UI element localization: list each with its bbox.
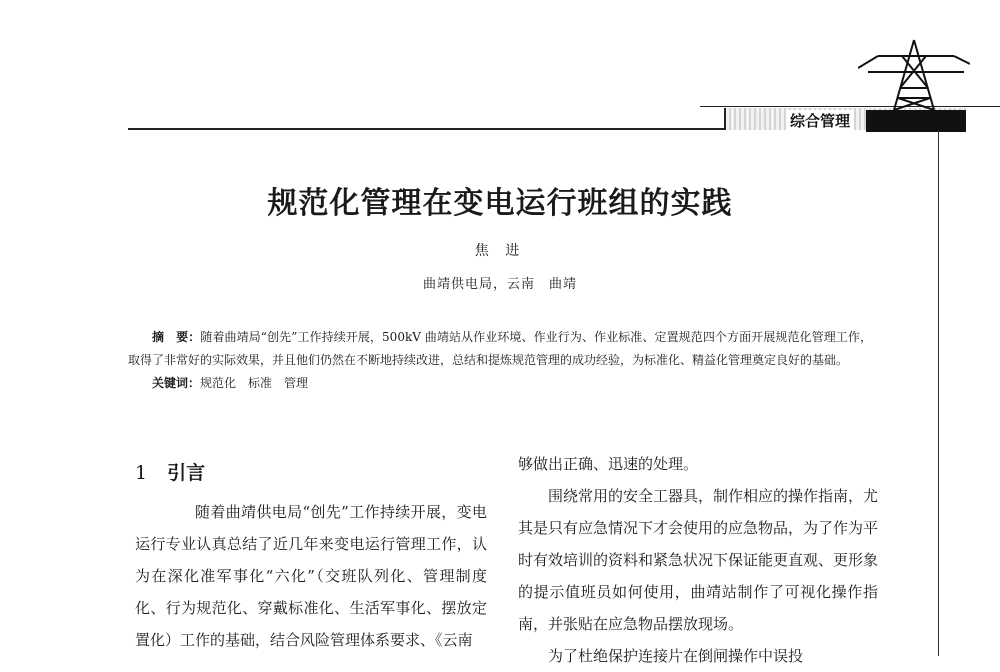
author-affiliation: 曲靖供电局，云南 曲靖 [422,277,577,292]
section-number: 1 [135,462,148,484]
section-heading [135,456,487,490]
header-rule [128,128,728,130]
abstract-label: 摘 要： [152,330,201,344]
right-column [518,448,878,672]
body-paragraph: 为了杜绝保护连接片在倒闸操作中误投 [548,647,804,665]
section-title: 引言 [167,462,206,484]
intro-paragraph: 随着曲靖供电局“创先”工作持续开展，变电运行专业认真总结了近几年来变电运行管理工作，认为在深化准军事化“六化”（交班队列化、管理制度化、行为规范化、穿戴标准化、生活军事化、摆放定置化）工作的基础，结合风险管理体系要求、《云南 [135,503,487,649]
power-tower-icon [858,38,970,110]
body-paragraph: 围绕常用的安全工器具，制作相应的操作指南，尤其是只有应急情况下才会使用的应急物品，为了作为平时有效培训的资料和紧急状况下保证能更直观、更形象的提示值班员如何使用，曲靖站制作了可视化操作指南，并张贴在应急物品摆放现场。 [518,487,879,633]
abstract-text: 随着曲靖局“创先”工作持续开展，500kV 曲靖站从作业环境、作业行为、作业标准、定置规范四个方面开展规范化管理工作，取得了非常好的实际效果，并且他们仍然在不断地持续改进，总结和提炼规范管理的成功经验，为标准化、精益化管理奠定良好的基础。 [128,330,872,367]
keywords-label: 关键词： [152,376,201,390]
author-name: 焦 进 [474,243,526,259]
article-title: 规范化管理在变电运行班组的实践 [267,186,733,221]
section-label: 综合管理 [786,110,854,131]
abstract [128,326,872,395]
keywords-text: 规范化 标准 管理 [200,376,309,390]
section-tab-dark [866,110,966,132]
left-column [135,456,487,656]
continuation-text: 够做出正确、迅速的处理。 [518,455,699,473]
